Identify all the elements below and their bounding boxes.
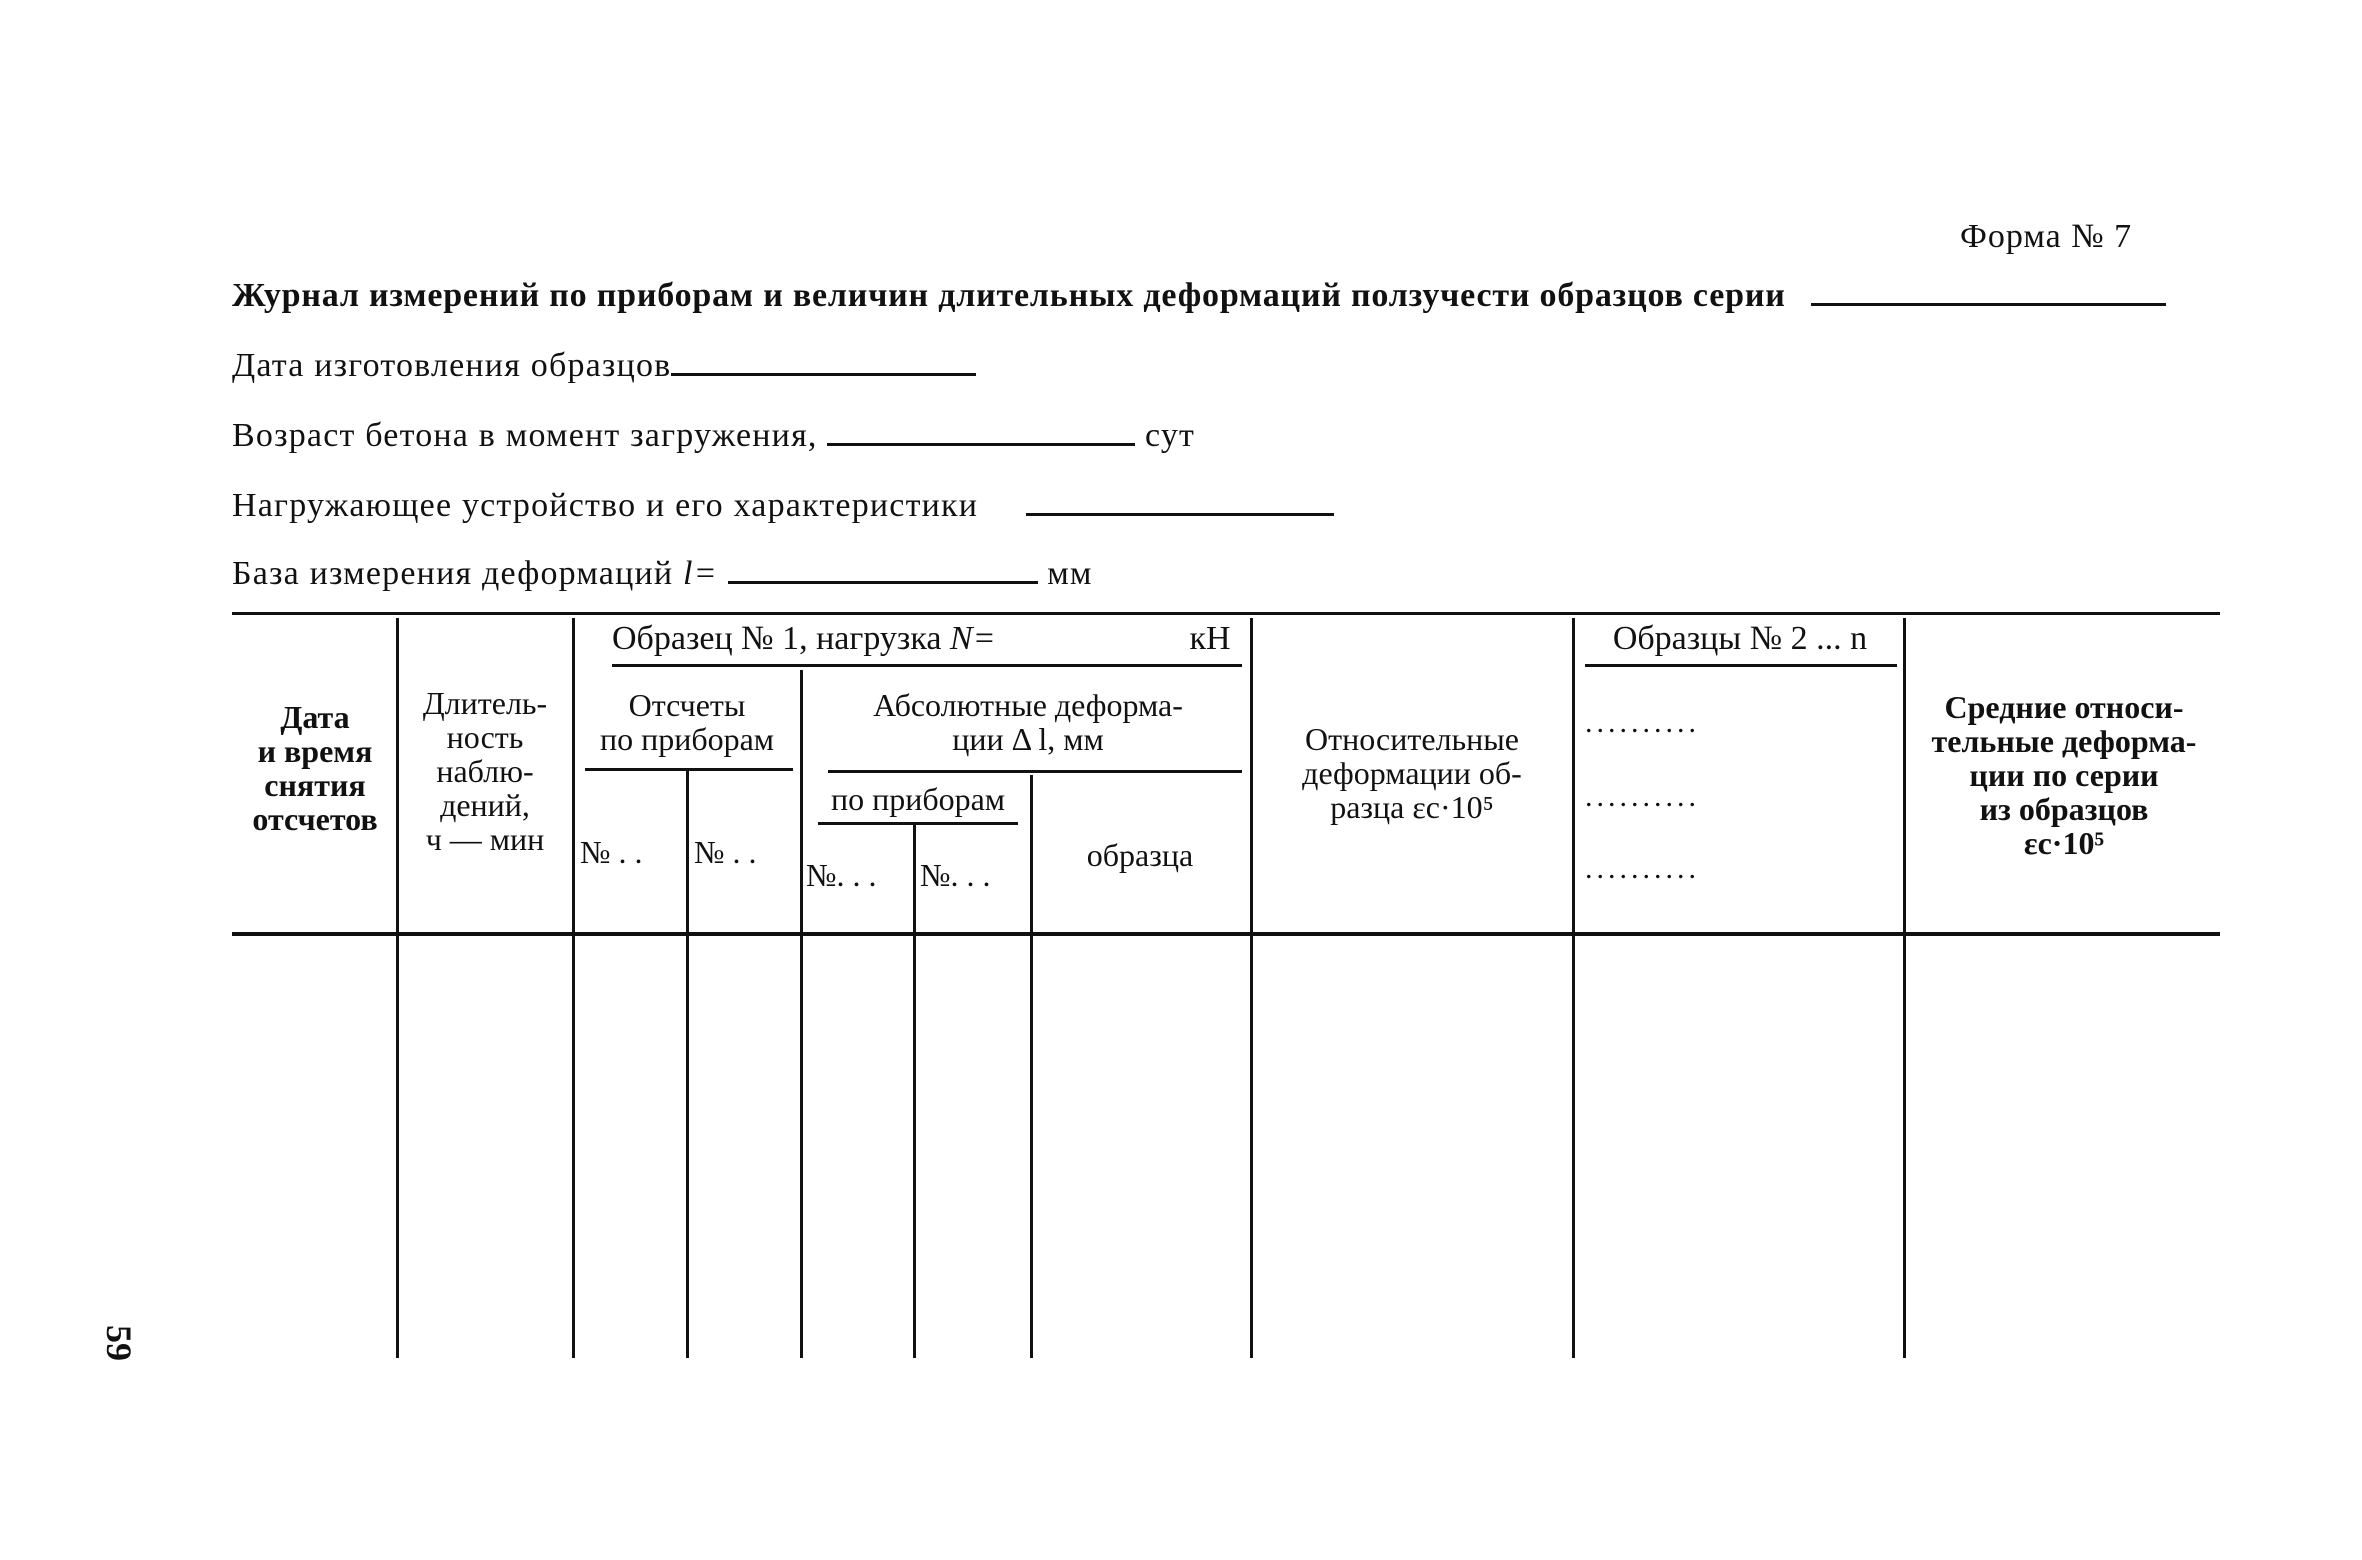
base-blank[interactable] <box>728 553 1038 584</box>
average-line: Средние относи- <box>1944 689 2184 725</box>
col-duration-line: Длитель- <box>422 685 548 721</box>
sample1-load-symbol: N= <box>949 620 996 657</box>
relative-line: деформации об- <box>1302 755 1522 791</box>
by-instruments-rule <box>818 822 1018 825</box>
abs-sub: №. . . <box>920 857 991 893</box>
abs-deform-line: ции Δ l, мм <box>952 721 1104 757</box>
loading-device-line <box>232 485 1334 525</box>
col-date-line: и время <box>257 733 373 769</box>
col-duration-line: дений, <box>440 787 530 823</box>
average-line: из образцов <box>1979 791 2149 827</box>
base-line <box>232 553 1093 593</box>
samples-2n-rule <box>1585 664 1897 667</box>
page-number: 59 <box>99 1325 139 1361</box>
col-divider <box>686 770 689 1358</box>
manufacture-date-label: Дата изготовления образцов <box>232 347 672 384</box>
col-date-line: снятия <box>264 767 366 803</box>
relative-header <box>1256 722 1568 824</box>
concrete-age-blank[interactable] <box>827 415 1135 446</box>
concrete-age-unit: сут <box>1145 417 1196 454</box>
loading-device-blank[interactable] <box>1026 485 1334 516</box>
abs-deform-line: Абсолютные деформа- <box>873 687 1183 723</box>
table-top-rule <box>232 612 2220 615</box>
samples-2n-dots: .......... <box>1585 780 1700 813</box>
sample1-header <box>612 622 1242 656</box>
col-divider <box>572 618 575 1358</box>
readings-rule <box>585 768 793 771</box>
journal-title-line <box>232 275 2166 315</box>
col-divider <box>396 618 399 1358</box>
of-sample: образца <box>1086 837 1194 873</box>
col-duration-line: ч — мин <box>425 821 545 857</box>
average-line: ции по серии <box>1969 757 2159 793</box>
col-divider <box>1030 775 1033 1358</box>
col-divider <box>1572 618 1575 1358</box>
col-duration-header <box>400 686 570 856</box>
col-divider <box>913 825 916 1358</box>
series-blank[interactable] <box>1811 275 2166 306</box>
by-instruments: по приборам <box>830 781 1006 817</box>
col-date-header <box>236 700 394 836</box>
base-label: База измерения деформаций <box>232 555 674 592</box>
concrete-age-line <box>232 415 1195 455</box>
manufacture-date-line <box>232 345 976 385</box>
col-date-line: Дата <box>280 699 350 735</box>
col-duration-line: наблю- <box>436 753 534 789</box>
abs-sub: №. . . <box>806 857 877 893</box>
sample1-unit: кН <box>1189 620 1231 657</box>
samples-2n-header: Образцы № 2 ... n <box>1612 620 1868 657</box>
average-line: тельные деформа- <box>1931 723 2197 759</box>
readings-sub: № . . <box>694 834 757 870</box>
readings-sub: № . . <box>580 834 643 870</box>
average-header <box>1906 690 2222 860</box>
manufacture-date-blank[interactable] <box>671 345 976 376</box>
table-header-rule <box>232 932 2220 936</box>
readings-line: Отсчеты <box>628 687 746 723</box>
col-date-line: отсчетов <box>252 801 378 837</box>
readings-line: по приборам <box>599 721 775 757</box>
col-divider <box>1250 618 1253 1358</box>
concrete-age-label: Возраст бетона в момент загружения, <box>232 417 818 454</box>
col-divider <box>800 670 803 1358</box>
sample1-rule <box>612 664 1242 667</box>
relative-line: Относительные <box>1305 721 1519 757</box>
form-number: Форма № 7 <box>1960 218 2133 255</box>
base-unit: мм <box>1047 555 1093 592</box>
average-line: εc·10⁵ <box>2023 825 2105 861</box>
samples-2n-dots: .......... <box>1585 852 1700 885</box>
abs-deform-header <box>810 688 1246 756</box>
col-duration-line: ность <box>446 719 524 755</box>
samples-2n-dots: .......... <box>1585 706 1700 739</box>
abs-deform-rule <box>828 770 1242 773</box>
readings-header <box>576 688 798 756</box>
base-symbol: l= <box>683 555 718 592</box>
relative-line: разца εc·10⁵ <box>1330 789 1494 825</box>
sample1-label: Образец № 1, нагрузка <box>612 620 942 657</box>
loading-device-label: Нагружающее устройство и его характеристики <box>232 487 979 524</box>
journal-title: Журнал измерений по приборам и величин длительных деформаций ползучести образцов серии <box>232 277 1786 314</box>
